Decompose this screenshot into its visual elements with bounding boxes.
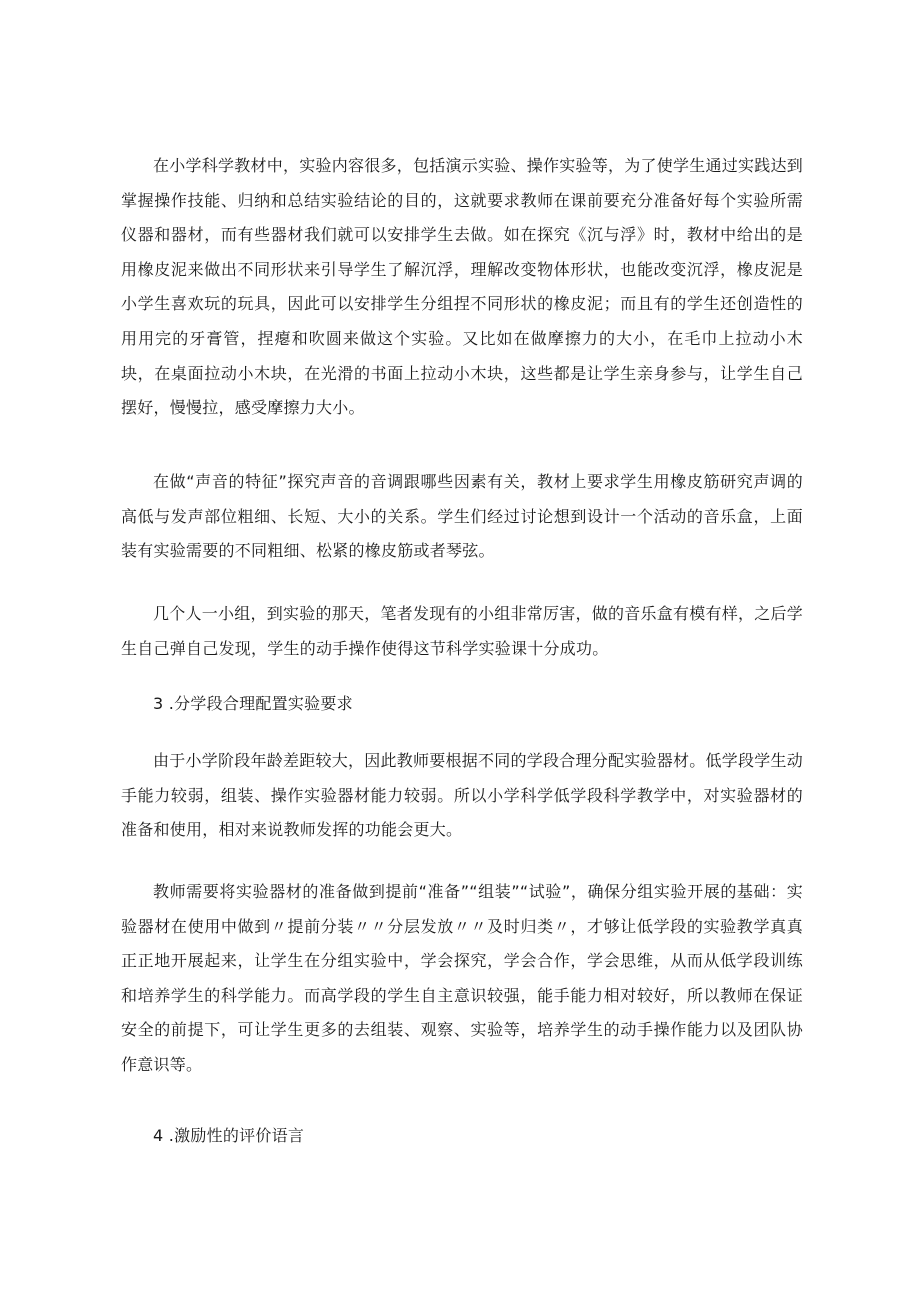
paragraph-teacher-preparation: 教师需要将实验器材的准备做到提前“准备”“组装”“试验”，确保分组实验开展的基础：实验器材在使用中做到〃提前分装〃〃分层发放〃〃及时归类〃，才够让低学段的实验教学真真正正地开展起来，让学生在分组实验中，学会探究，学会合作，学会思维，从而从低学段训练和培养学生的科学能力。而高学段的学生自主意识较强，能手能力相对较好，所以教师在保证安全的前提下，可让学生更多的去组装、观察、实验等，培养学生的动手操作能力以及团队协作意识等。 [121, 882, 803, 1074]
paragraph-experiment-preparation: 在小学科学教材中，实验内容很多，包括演示实验、操作实验等，为了使学生通过实践达到掌握操作技能、归纳和总结实验结论的目的，这就要求教师在课前要充分准备好每个实验所需仪器和器材，而有些器材我们就可以安排学生去做。如在探究《沉与浮》时，教材中给出的是用橡皮泥来做出不同形状来引导学生了解沉浮，理解改变物体形状，也能改变沉浮，橡皮泥是小学生喜欢玩的玩具，因此可以安排学生分组捏不同形状的橡皮泥；而且有的学生还创造性的用用完的牙膏管，捏瘪和吹圆来做这个实验。又比如在做摩擦力的大小，在毛巾上拉动小木块，在桌面拉动小木块，在光滑的书面上拉动小木块，这些都是让学生亲身参与，让学生自己摆好，慢慢拉，感受摩擦力大小。 [121, 156, 804, 418]
paragraph-grade-differences: 由于小学阶段年龄差距较大，因此教师要根据不同的学段合理分配实验器材。低学段学生动手能力较弱，组装、操作实验器材能力较弱。所以小学科学低学段科学教学中，对实验器材的准备和使用，相对来说教师发挥的功能会更大。 [121, 751, 804, 840]
paragraph-music-box-groups: 几个人一小组，到实验的那天，笔者发现有的小组非常厉害，做的音乐盒有模有样，之后学生自己弹自己发现，学生的动手操作使得这节科学实验课十分成功。 [121, 604, 804, 658]
section-heading-3: 3 .分学段合理配置实验要求 [153, 694, 353, 713]
paragraph-sound-features: 在做“声音的特征”探究声音的音调跟哪些因素有关，教材上要求学生用橡皮筋研究声调的高低与发声部位粗细、长短、大小的关系。学生们经过讨论想到设计一个活动的音乐盒，上面装有实验需要的不同粗细、松紧的橡皮筋或者琴弦。 [121, 472, 803, 561]
section-heading-4: 4 .激励性的评价语言 [153, 1126, 305, 1145]
